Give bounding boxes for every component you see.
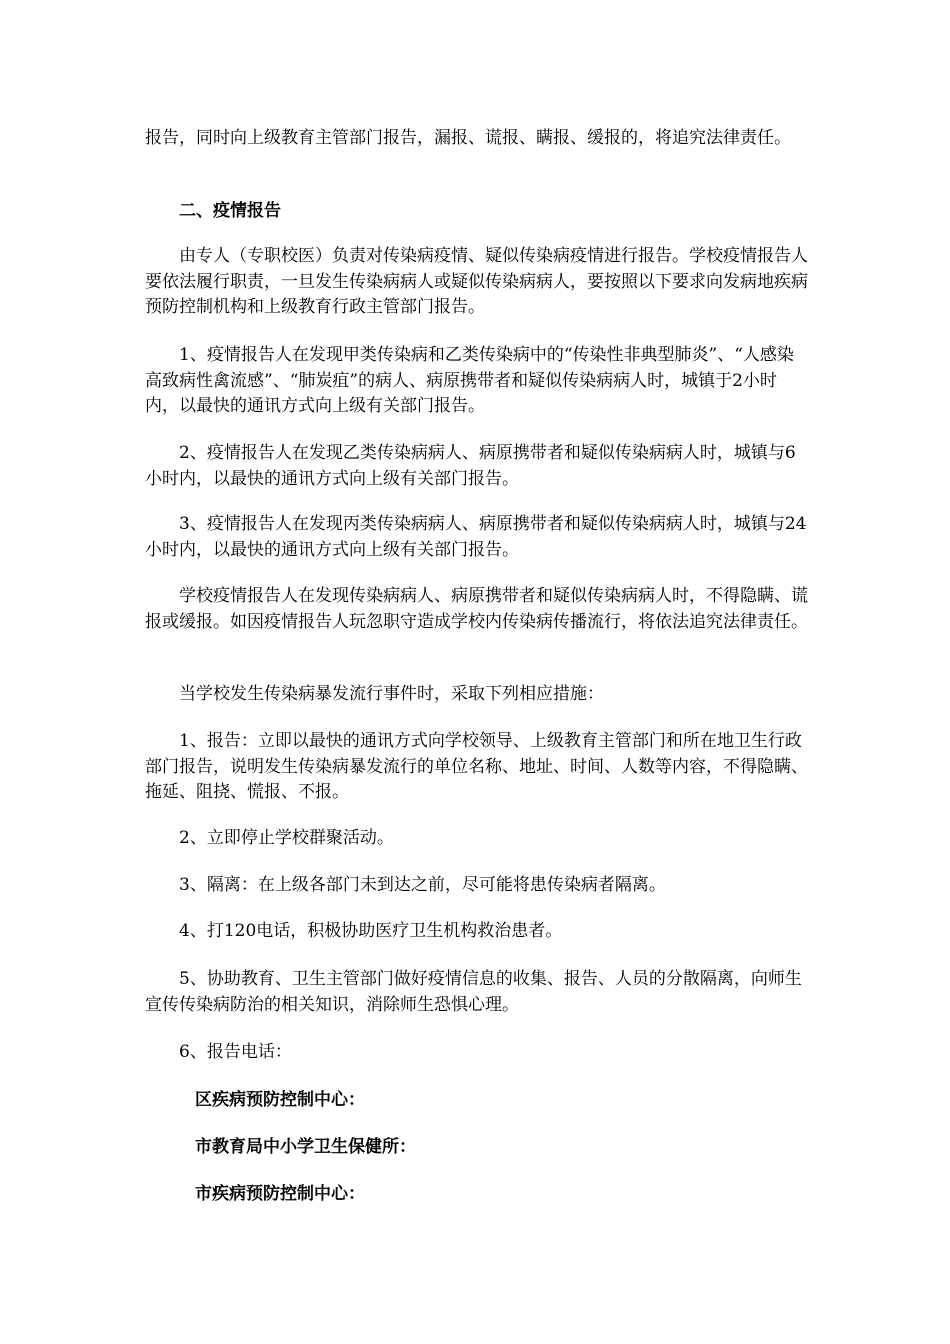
paragraph-measure-5: 5、协助教育、卫生主管部门做好疫情信息的收集、报告、人员的分散隔离，向师生宣传传染病防治的相关知识，消除师生恐惧心理。 [145,969,802,1015]
paragraph-measure-3: 3、隔离：在上级各部门未到达之前，尽可能将患传染病者隔离。 [179,875,666,895]
paragraph-outbreak-measures: 当学校发生传染病暴发流行事件时，采取下列相应措施： [179,684,604,704]
paragraph-rule-2: 2、疫情报告人在发现乙类传染病病人、病原携带者和疑似传染病病人时，城镇与6小时内，以最快的通讯方式向上级有关部门报告。 [145,443,796,489]
paragraph-no-concealment: 学校疫情报告人在发现传染病病人、病原携带者和疑似传染病病人时，不得隐瞒、谎报或缓报。如因疫情报告人玩忽职守造成学校内传染病传播流行，将依法追究法律责任。 [145,586,808,632]
paragraph-measure-1: 1、报告：立即以最快的通讯方式向学校领导、上级教育主管部门和所在地卫生行政部门报告，说明发生传染病暴发流行的单位名称、地址、时间、人数等内容，不得隐瞒、拖延、阻挠、慌报、不报。 [145,731,808,802]
paragraph-measure-6: 6、报告电话： [179,1042,292,1062]
paragraph-measure-4: 4、打120电话，积极协助医疗卫生机构救治患者。 [179,921,563,941]
paragraph-rule-3: 3、疫情报告人在发现丙类传染病病人、病原携带者和疑似传染病病人时，城镇与24小时内，以最快的通讯方式向上级有关部门报告。 [145,514,807,560]
contact-school-health-office: 市教育局中小学卫生保健所： [195,1137,416,1157]
paragraph-measure-2: 2、立即停止学校群聚活动。 [179,828,394,848]
paragraph-report-liability: 报告，同时向上级教育主管部门报告，漏报、谎报、瞒报、缓报的，将追究法律责任。 [145,128,791,148]
section-heading-epidemic-report: 二、疫情报告 [179,201,281,221]
paragraph-reporter-duty: 由专人（专职校医）负责对传染病疫情、疑似传染病疫情进行报告。学校疫情报告人要依法履行职责，一旦发生传染病病人或疑似传染病病人，要按照以下要求向发病地疾病预防控制机构和上级教育行政主管部门报告。 [145,246,808,317]
contact-district-cdc: 区疾病预防控制中心： [195,1090,365,1110]
contact-city-cdc: 市疾病预防控制中心： [195,1184,365,1204]
paragraph-rule-1: 1、疫情报告人在发现甲类传染病和乙类传染病中的“传染性非典型肺炎”、“人感染高致病性禽流感”、“肺炭疽”的病人、病原携带者和疑似传染病病人时，城镇于2小时内，以最快的通讯方式向上级有关部门报告。 [145,345,794,416]
